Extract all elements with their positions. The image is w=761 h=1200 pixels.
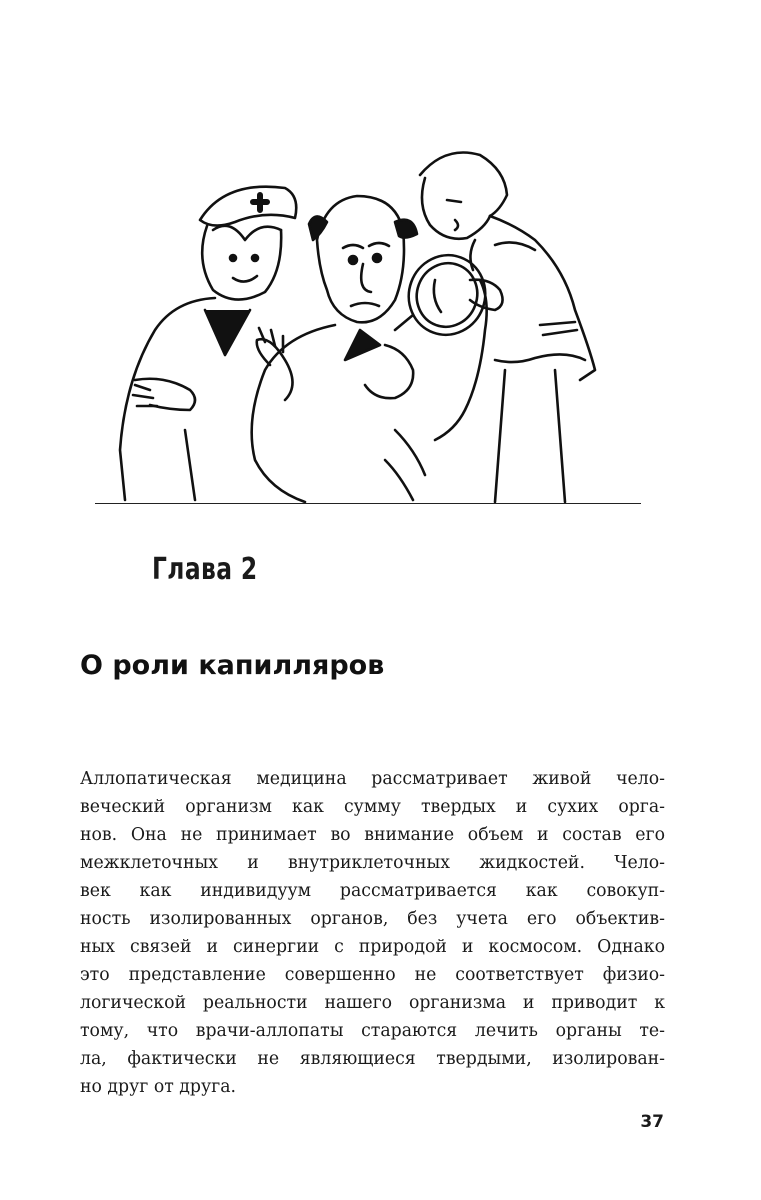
chapter-illustration — [95, 130, 640, 508]
illustration-divider — [95, 503, 641, 504]
body-line: ность изолированных органов, без учета его объектив- — [80, 909, 665, 929]
body-line: межклеточных и внутриклеточных жидкостей. Чело- — [80, 853, 665, 873]
chapter-label: Глава 2 — [152, 552, 258, 587]
body-paragraph — [80, 765, 665, 1101]
body-line: веческий организм как сумму твердых и сухих орга- — [80, 797, 665, 817]
mirror-disc — [395, 244, 496, 345]
body-line: ных связей и синергии с природой и космосом. Однако — [80, 937, 665, 957]
body-line: логической реальности нашего организма и приводит к — [80, 993, 665, 1013]
body-line: век как индивидуум рассматривается как совокуп- — [80, 881, 665, 901]
body-line: но друг от друга. — [80, 1077, 237, 1097]
page-number: 37 — [640, 1112, 664, 1132]
body-line: это представление совершенно не соответствует физио- — [80, 965, 665, 985]
body-line: нов. Она не принимает во внимание объем и состав его — [80, 825, 665, 845]
body-line: тому, что врачи-аллопаты стараются лечить органы те- — [80, 1021, 665, 1041]
chapter-title: О роли капилляров — [80, 650, 385, 681]
body-line: ла, фактически не являющиеся твердыми, изолирован- — [80, 1049, 665, 1069]
patient-figure — [252, 196, 425, 502]
body-line: Аллопатическая медицина рассматривает живой чело- — [80, 769, 665, 789]
